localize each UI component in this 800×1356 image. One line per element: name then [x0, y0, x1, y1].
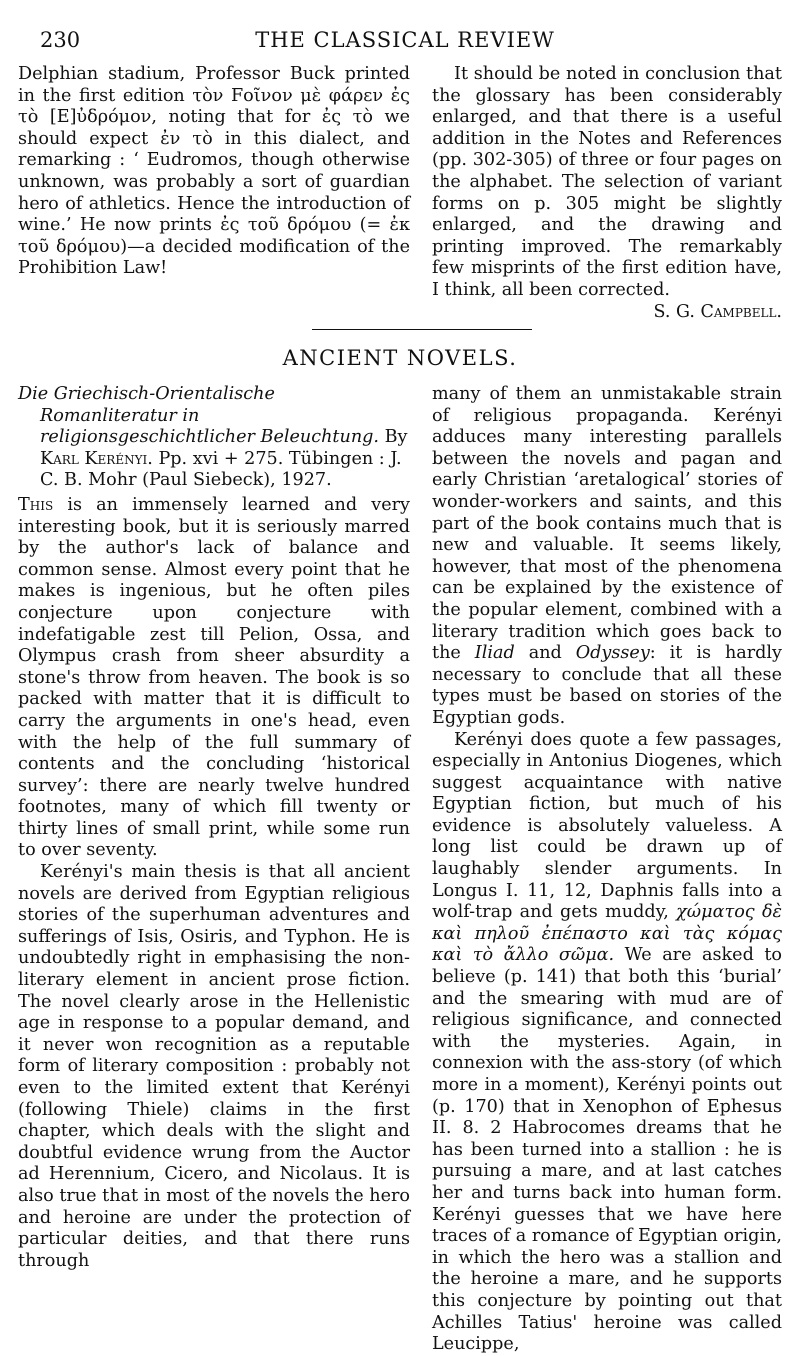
- conjunction-and: and: [514, 643, 576, 664]
- review-paragraph-3: [432, 730, 782, 1356]
- previous-review-left-column: [18, 64, 410, 280]
- page-number: 230: [40, 28, 81, 52]
- first-word: This: [18, 494, 54, 515]
- page-header: [40, 28, 770, 58]
- review-paragraph-2-continued: [432, 384, 782, 730]
- review-left-column: [18, 384, 410, 1272]
- book-author: Karl Kerényi.: [40, 448, 153, 469]
- greek-quotation: χώματος δὲ καὶ πηλοῦ ἐπέπαστο καὶ τὰς κόμας καὶ τὸ ἄλλο σῶμα.: [432, 902, 782, 966]
- section-title: ANCIENT NOVELS.: [282, 346, 518, 370]
- citation-by: By: [384, 427, 408, 448]
- paragraph-2-ending: : it is hardly necessary to conclude that all these types must be based on stories of the Egyptian gods.: [432, 643, 783, 728]
- review-paragraph-2: Kerényi's main thesis is that all ancient novels are derived from Egyptian religious stories of the superhuman adventures and sufferings of Isis, Osiris, and Typhon. He is undoubtedly right in emphasising the non-literary element in ancient prose fiction. The novel clearly arose in the Hellenistic age in response to a popular demand, and it never won recognition as a reputable form of literary composition : probably not even to the limited extent that Kerényi (following Thiele) claims in the first chapter, which deals with the slight and doubtful evidence wrung from the Auctor ad Herennium, Cicero, and Nicolaus. It is also true that in most of the novels the hero and heroine are under the protection of particular deities, and that there runs through: [18, 862, 410, 1271]
- book-title: Die Griechisch-Orientalische Romanliteratur in religionsgeschichtlicher Beleuchtung.: [18, 384, 380, 448]
- review-paragraph-1-text: is an immensely learned and very interesting book, but it is seriously marred by the author's lack of balance and common sense. Almost every point that he makes is ingenious, but he often piles conjecture upon conjecture with indefatigable zest till Pelion, Ossa, and Olympus crash from sheer absurdity a stone's throw from heaven. The book is so packed with matter that it is difficult to carry the arguments in one's head, even with the help of the full summary of contents and the concluding ‘historical survey’: there are nearly twelve hundred footnotes, many of which fill twenty or thirty lines of small print, while some run to over seventy.: [18, 494, 410, 861]
- previous-review-right-column: [432, 64, 782, 323]
- paragraph-3-text-a: Kerényi does quote a few passages, especially in Antonius Diogenes, which suggest acquaintance with native Egyptian fiction, but much of his evidence is absolutely valueless. A long list could be drawn up of laughably slender arguments. In Longus I. 11, 12, Daphnis falls into a wolf-trap and gets muddy,: [432, 729, 782, 923]
- iliad-title: Iliad: [474, 643, 515, 664]
- previous-review-conclusion: It should be noted in conclusion that the glossary has been considerably enlarged, and that there is a useful addition in the Notes and References (pp. 302-305) of three or four pages on the alphabet. The selection of variant forms on p. 305 might be slightly enlarged, and the drawing and printing improved. The remarkably few misprints of the first edition have, I think, all been corrected.: [432, 64, 782, 300]
- review-right-column: [432, 384, 782, 1356]
- previous-review-paragraph: Delphian stadium, Professor Buck printed in the first edition τὸν Fοῖνον μὲ φάρεν ἐς τὸ [E]ὐδρόμον, noting that for ἐς τὸ we should expect ἐν τὸ in this dialect, and remarking : ‘ Eudromos, though otherwise unknown, was probably a sort of guardian hero of athletics. Hence the introduction of wine.’ He now prints ἐς τοῦ δρόμου (= ἐκ τοῦ δρόμου)—a decided modification of the Prohibition Law!: [18, 64, 410, 279]
- review-paragraph-1: [18, 495, 410, 862]
- odyssey-title: Odyssey: [575, 643, 650, 664]
- book-citation: [18, 384, 410, 492]
- running-title: THE CLASSICAL REVIEW: [255, 28, 555, 52]
- paragraph-2-continued-text: many of them an unmistakable strain of religious propaganda. Kerényi adduces many interesting parallels between the novels and pagan and early Christian ‘aretalogical’ stories of wonder-workers and saints, and this part of the book contains much that is new and valuable. It seems likely, however, that most of the phenomena can be explained by the existence of the popular element, combined with a literary tradition which goes back to the: [432, 384, 782, 664]
- paragraph-3-text-b: We are asked to believe (p. 141) that both this ‘burial’ and the smearing with mud are of religious significance, and connected with the mysteries. Again, in connexion with the ass-story (of which more in a moment), Kerényi points out (p. 170) that in Xenophon of Ephesus II. 8. 2 Habrocomes dreams that he has been turned into a stallion : he is pursuing a mare, and at last catches her and turns back into human form. Kerényi guesses that we have here traces of a romance of Egyptian origin, in which the hero was a stallion and the heroine a mare, and he supports this conjecture by pointing out that Achilles Tatius' heroine was called Leucippe,: [432, 945, 782, 1355]
- section-divider: [312, 329, 532, 330]
- book-details: Pp. xvi + 275. Tübingen : J. C. B. Mohr (Paul Siebeck), 1927.: [40, 448, 402, 491]
- reviewer-signature: S. G. Campbell.: [653, 301, 782, 322]
